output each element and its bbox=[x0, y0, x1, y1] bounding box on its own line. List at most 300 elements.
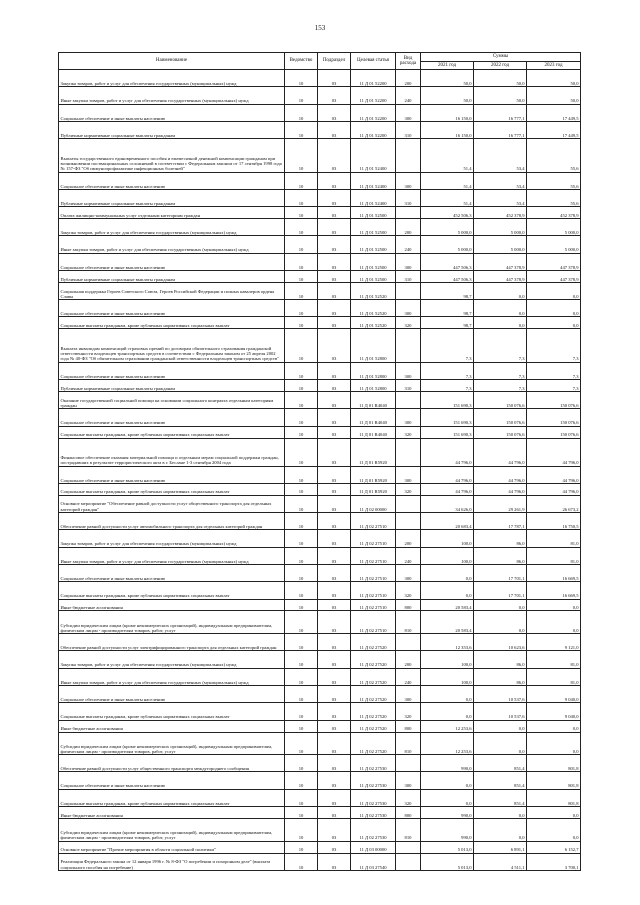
row-target-item: 11 Д 01 52400 bbox=[351, 172, 396, 189]
table-row bbox=[59, 282, 581, 299]
row-expense-type: 320 bbox=[396, 317, 421, 329]
row-target-item: 11 Д 02 27530 bbox=[351, 807, 396, 819]
row-sum-2023: 447 378,9 bbox=[527, 253, 581, 270]
row-sum-2022: 0,0 bbox=[474, 300, 527, 317]
row-sum-2023: 7,3 bbox=[527, 362, 581, 379]
row-sum-2021: 16 150,0 bbox=[421, 104, 474, 121]
header-year-2021: 2021 год bbox=[421, 62, 474, 70]
row-target-item: 11 Д 01 52400 bbox=[351, 139, 396, 172]
row-sum-2021: 0,0 bbox=[421, 789, 474, 806]
row-subsection: 03 bbox=[318, 300, 351, 317]
row-department: 10 bbox=[285, 219, 318, 236]
row-subsection: 03 bbox=[318, 253, 351, 270]
row-subsection: 03 bbox=[318, 720, 351, 732]
row-sum-2021: 50,0 bbox=[421, 70, 474, 87]
row-name: Иные закупки товаров, работ и услуг для обеспечения государственных (муниципальных) нужд bbox=[59, 547, 285, 564]
table-row bbox=[59, 466, 581, 483]
row-target-item: 11 Д 02 27510 bbox=[351, 611, 396, 634]
row-target-item: 11 Д 01 R5920 bbox=[351, 483, 396, 495]
row-name: Субсидии юридическим лицам (кроме некоммерческих организаций), индивидуальным предпринимателям, физическим лицам - производителям товаров, работ, услуг bbox=[59, 732, 285, 755]
row-name: Социальное обеспечение и иные выплаты населению bbox=[59, 300, 285, 317]
row-expense-type: 240 bbox=[396, 236, 421, 253]
row-name: Социальное обеспечение и иные выплаты населению bbox=[59, 362, 285, 379]
row-sum-2023: 44 796,0 bbox=[527, 438, 581, 466]
header-department: Ведомство bbox=[285, 53, 318, 70]
row-sum-2022: 86,0 bbox=[474, 651, 527, 668]
table-row bbox=[59, 270, 581, 282]
row-name: Закупка товаров, работ и услуг для обеспечения государственных (муниципальных) нужд bbox=[59, 219, 285, 236]
row-target-item: 11 Д 01 52520 bbox=[351, 282, 396, 299]
table-row bbox=[59, 87, 581, 104]
table-row bbox=[59, 253, 581, 270]
row-department: 10 bbox=[285, 686, 318, 703]
row-sum-2023: 81,0 bbox=[527, 530, 581, 547]
row-name: Публичные нормативные социальные выплаты гражданам bbox=[59, 270, 285, 282]
table-row bbox=[59, 189, 581, 206]
row-sum-2023: 50,0 bbox=[527, 87, 581, 104]
row-target-item: 11 Д 01 52200 bbox=[351, 104, 396, 121]
row-sum-2022: 0,0 bbox=[474, 317, 527, 329]
row-sum-2023: 7,3 bbox=[527, 380, 581, 392]
row-department: 10 bbox=[285, 409, 318, 426]
row-expense-type: 800 bbox=[396, 720, 421, 732]
row-department: 10 bbox=[285, 807, 318, 819]
table-row bbox=[59, 807, 581, 819]
row-target-item: 11 Д 01 52500 bbox=[351, 207, 396, 219]
row-subsection: 03 bbox=[318, 282, 351, 299]
table-row bbox=[59, 483, 581, 495]
row-subsection: 03 bbox=[318, 495, 351, 512]
row-department: 10 bbox=[285, 380, 318, 392]
row-subsection: 03 bbox=[318, 438, 351, 466]
row-sum-2023: 0,0 bbox=[527, 732, 581, 755]
row-name: Социальное обеспечение и иные выплаты населению bbox=[59, 104, 285, 121]
table-row bbox=[59, 70, 581, 87]
row-department: 10 bbox=[285, 599, 318, 611]
row-sum-2022: 44 796,0 bbox=[474, 438, 527, 466]
row-expense-type: 800 bbox=[396, 807, 421, 819]
row-sum-2021: 51,4 bbox=[421, 172, 474, 189]
row-name: Реализация Федерального закона от 12 января 1996 г. № 8-ФЗ "О погребении и похоронном деле" (выплата социального пособия на погребение) bbox=[59, 853, 285, 870]
row-subsection: 03 bbox=[318, 772, 351, 789]
row-name: Иные бюджетные ассигнования bbox=[59, 807, 285, 819]
row-subsection: 03 bbox=[318, 207, 351, 219]
row-target-item: 11 Д 01 52400 bbox=[351, 189, 396, 206]
row-subsection: 03 bbox=[318, 732, 351, 755]
table-row bbox=[59, 236, 581, 253]
row-sum-2022: 10 537,6 bbox=[474, 686, 527, 703]
row-target-item: 11 Д 01 52500 bbox=[351, 236, 396, 253]
row-expense-type bbox=[396, 438, 421, 466]
row-name: Оказание государственной социальной помощи на основании социального контракта отдельным категориям граждан bbox=[59, 392, 285, 409]
row-target-item: 11 Д 02 00000 bbox=[351, 495, 396, 512]
row-sum-2021: 12 353,6 bbox=[421, 634, 474, 651]
row-sum-2023: 55,6 bbox=[527, 172, 581, 189]
row-sum-2021: 447 506,3 bbox=[421, 270, 474, 282]
row-department: 10 bbox=[285, 139, 318, 172]
table-row bbox=[59, 426, 581, 438]
row-name: Обеспечение равной доступности услуг электрифицированного транспорта для отдельных категорий граждан bbox=[59, 634, 285, 651]
table-row bbox=[59, 300, 581, 317]
row-sum-2021: 20 683,4 bbox=[421, 513, 474, 530]
row-name: Выплаты государственного единовременного пособия и ежемесячной денежной компенсации гражданам при возникновении поствакцинальных осложнений в соответствии с Федеральным законом от 17 сентября 1998 года № 157-ФЗ "Об иммунопрофилактике инфекционных болезней" bbox=[59, 139, 285, 172]
row-target-item: 11 Д 01 52520 bbox=[351, 317, 396, 329]
row-subsection: 03 bbox=[318, 392, 351, 409]
row-sum-2021: 990,0 bbox=[421, 807, 474, 819]
row-expense-type bbox=[396, 634, 421, 651]
row-sum-2023: 150 076,6 bbox=[527, 426, 581, 438]
row-name: Социальное обеспечение и иные выплаты населению bbox=[59, 686, 285, 703]
row-expense-type bbox=[396, 329, 421, 362]
row-department: 10 bbox=[285, 819, 318, 842]
row-sum-2021: 0,0 bbox=[421, 564, 474, 581]
row-department: 10 bbox=[285, 668, 318, 685]
row-sum-2023: 7,3 bbox=[527, 329, 581, 362]
row-subsection: 03 bbox=[318, 189, 351, 206]
row-sum-2022: 4 511,1 bbox=[474, 853, 527, 870]
row-expense-type bbox=[396, 207, 421, 219]
table-row bbox=[59, 219, 581, 236]
row-subsection: 03 bbox=[318, 270, 351, 282]
row-expense-type: 810 bbox=[396, 819, 421, 842]
row-name: Социальные выплаты гражданам, кроме публичных нормативных социальных выплат bbox=[59, 483, 285, 495]
row-sum-2021: 20 583,4 bbox=[421, 611, 474, 634]
row-sum-2021: 12 253,6 bbox=[421, 720, 474, 732]
row-sum-2022: 17 701,1 bbox=[474, 582, 527, 599]
row-expense-type bbox=[396, 139, 421, 172]
row-department: 10 bbox=[285, 513, 318, 530]
row-sum-2022: 0,0 bbox=[474, 720, 527, 732]
row-sum-2023: 5 000,0 bbox=[527, 236, 581, 253]
row-target-item: 11 Д 01 R5920 bbox=[351, 438, 396, 466]
row-department: 10 bbox=[285, 611, 318, 634]
row-target-item: 11 Д 01 52520 bbox=[351, 300, 396, 317]
table-row bbox=[59, 392, 581, 409]
row-sum-2023: 81,0 bbox=[527, 651, 581, 668]
row-target-item: 11 Д 02 27520 bbox=[351, 686, 396, 703]
row-department: 10 bbox=[285, 564, 318, 581]
row-sum-2022: 17 787,1 bbox=[474, 513, 527, 530]
row-sum-2022: 17 701,1 bbox=[474, 564, 527, 581]
header-subsection: Подраздел bbox=[318, 53, 351, 70]
row-sum-2023: 5 000,0 bbox=[527, 219, 581, 236]
row-subsection: 03 bbox=[318, 426, 351, 438]
row-sum-2021: 100,0 bbox=[421, 530, 474, 547]
row-expense-type bbox=[396, 392, 421, 409]
row-subsection: 03 bbox=[318, 686, 351, 703]
table-row bbox=[59, 651, 581, 668]
table-row bbox=[59, 329, 581, 362]
row-department: 10 bbox=[285, 329, 318, 362]
row-sum-2021: 51,4 bbox=[421, 139, 474, 172]
row-department: 10 bbox=[285, 253, 318, 270]
row-target-item: 11 Д 02 27510 bbox=[351, 599, 396, 611]
row-name: Публичные нормативные социальные выплаты гражданам bbox=[59, 380, 285, 392]
row-expense-type: 300 bbox=[396, 409, 421, 426]
row-name: Социальные выплаты гражданам, кроме публичных нормативных социальных выплат bbox=[59, 317, 285, 329]
row-name: Социальное обеспечение и иные выплаты населению bbox=[59, 172, 285, 189]
row-sum-2023: 9 040,0 bbox=[527, 686, 581, 703]
row-sum-2022: 86,0 bbox=[474, 547, 527, 564]
row-name: Социальные выплаты гражданам, кроме публичных нормативных социальных выплат bbox=[59, 426, 285, 438]
row-sum-2022: 16 777,1 bbox=[474, 104, 527, 121]
row-subsection: 03 bbox=[318, 70, 351, 87]
row-name: Социальное обеспечение и иные выплаты населению bbox=[59, 409, 285, 426]
row-sum-2021: 0,0 bbox=[421, 582, 474, 599]
row-sum-2022: 44 796,0 bbox=[474, 466, 527, 483]
row-sum-2023: 447 378,9 bbox=[527, 270, 581, 282]
row-expense-type: 300 bbox=[396, 564, 421, 581]
row-sum-2021: 5 013,0 bbox=[421, 841, 474, 853]
row-subsection: 03 bbox=[318, 789, 351, 806]
row-sum-2022: 150 076,6 bbox=[474, 392, 527, 409]
row-sum-2023: 16 669,5 bbox=[527, 582, 581, 599]
row-subsection: 03 bbox=[318, 651, 351, 668]
row-target-item: 11 Д 02 27520 bbox=[351, 651, 396, 668]
row-department: 10 bbox=[285, 755, 318, 772]
row-subsection: 03 bbox=[318, 172, 351, 189]
row-sum-2021: 16 150,0 bbox=[421, 121, 474, 138]
row-name: Субсидии юридическим лицам (кроме некоммерческих организаций), индивидуальным предпринимателям, физическим лицам - производителям товаров, работ, услуг bbox=[59, 819, 285, 842]
row-department: 10 bbox=[285, 87, 318, 104]
row-target-item: 11 Д 01 52800 bbox=[351, 380, 396, 392]
row-target-item: 11 Д 01 R4040 bbox=[351, 409, 396, 426]
row-sum-2023: 150 076,6 bbox=[527, 392, 581, 409]
row-department: 10 bbox=[285, 426, 318, 438]
row-name: Социальная поддержка Героев Советского Союза, Героев Российской Федерации и полных кавалеров ордена Славы bbox=[59, 282, 285, 299]
table-row bbox=[59, 172, 581, 189]
row-name: Социальные выплаты гражданам, кроме публичных нормативных социальных выплат bbox=[59, 582, 285, 599]
row-name: Публичные нормативные социальные выплаты гражданам bbox=[59, 121, 285, 138]
row-expense-type: 300 bbox=[396, 362, 421, 379]
row-subsection: 03 bbox=[318, 807, 351, 819]
row-department: 10 bbox=[285, 582, 318, 599]
row-expense-type: 200 bbox=[396, 219, 421, 236]
table-row bbox=[59, 819, 581, 842]
row-department: 10 bbox=[285, 789, 318, 806]
row-department: 10 bbox=[285, 104, 318, 121]
row-sum-2021: 151 690,3 bbox=[421, 392, 474, 409]
row-sum-2021: 50,0 bbox=[421, 87, 474, 104]
row-sum-2021: 98,7 bbox=[421, 300, 474, 317]
row-sum-2021: 100,0 bbox=[421, 668, 474, 685]
row-sum-2021: 151 690,3 bbox=[421, 426, 474, 438]
row-target-item: 11 Д 01 52200 bbox=[351, 87, 396, 104]
table-row bbox=[59, 686, 581, 703]
row-target-item: 11 Д 02 27520 bbox=[351, 634, 396, 651]
row-target-item: 11 Д 02 27510 bbox=[351, 530, 396, 547]
row-name: Выплата инвалидам компенсаций страховых премий по договорам обязательного страхования гражданской ответственности владельцев транспортных средств в соответствии с Федеральным законом от 25 апреля 2002 года № 40-ФЗ "Об обязательном страховании гражданской ответственности владельцев транспортных средств" bbox=[59, 329, 285, 362]
row-sum-2021: 100,0 bbox=[421, 651, 474, 668]
row-subsection: 03 bbox=[318, 483, 351, 495]
row-subsection: 03 bbox=[318, 466, 351, 483]
row-name: Социальное обеспечение и иные выплаты населению bbox=[59, 466, 285, 483]
row-department: 10 bbox=[285, 547, 318, 564]
row-target-item: 11 Д 02 27520 bbox=[351, 732, 396, 755]
row-target-item: 11 Д 01 R4040 bbox=[351, 392, 396, 409]
row-sum-2022: 851,4 bbox=[474, 772, 527, 789]
row-name: Социальное обеспечение и иные выплаты населению bbox=[59, 253, 285, 270]
row-expense-type bbox=[396, 755, 421, 772]
row-sum-2022: 447 378,9 bbox=[474, 253, 527, 270]
row-subsection: 03 bbox=[318, 547, 351, 564]
table-row bbox=[59, 362, 581, 379]
row-subsection: 03 bbox=[318, 219, 351, 236]
row-sum-2022: 851,4 bbox=[474, 755, 527, 772]
row-department: 10 bbox=[285, 634, 318, 651]
row-sum-2023: 17 449,5 bbox=[527, 121, 581, 138]
row-sum-2022: 0,0 bbox=[474, 732, 527, 755]
row-subsection: 03 bbox=[318, 703, 351, 720]
row-sum-2022: 86,0 bbox=[474, 668, 527, 685]
row-sum-2021: 100,0 bbox=[421, 547, 474, 564]
row-department: 10 bbox=[285, 853, 318, 870]
row-name: Иные закупки товаров, работ и услуг для обеспечения государственных (муниципальных) нужд bbox=[59, 87, 285, 104]
row-department: 10 bbox=[285, 530, 318, 547]
row-sum-2021: 5 013,0 bbox=[421, 853, 474, 870]
row-department: 10 bbox=[285, 189, 318, 206]
row-name: Социальное обеспечение и иные выплаты населению bbox=[59, 564, 285, 581]
row-expense-type: 310 bbox=[396, 270, 421, 282]
row-sum-2022: 7,3 bbox=[474, 329, 527, 362]
row-target-item: 11 Д 02 27520 bbox=[351, 668, 396, 685]
row-expense-type: 310 bbox=[396, 121, 421, 138]
row-department: 10 bbox=[285, 772, 318, 789]
row-department: 10 bbox=[285, 703, 318, 720]
row-target-item: 11 Д 02 27510 bbox=[351, 547, 396, 564]
row-subsection: 03 bbox=[318, 530, 351, 547]
table-row bbox=[59, 207, 581, 219]
row-name: Обеспечение равной доступности услуг общественного транспорта междугороднего сообщения bbox=[59, 755, 285, 772]
row-sum-2021: 98,7 bbox=[421, 317, 474, 329]
table-row bbox=[59, 772, 581, 789]
table-row bbox=[59, 611, 581, 634]
row-department: 10 bbox=[285, 70, 318, 87]
row-expense-type: 300 bbox=[396, 172, 421, 189]
row-subsection: 03 bbox=[318, 853, 351, 870]
row-sum-2023: 55,6 bbox=[527, 139, 581, 172]
row-expense-type: 200 bbox=[396, 530, 421, 547]
table-row bbox=[59, 841, 581, 853]
row-target-item: 11 Д 02 27530 bbox=[351, 789, 396, 806]
table-row bbox=[59, 599, 581, 611]
row-department: 10 bbox=[285, 483, 318, 495]
row-sum-2023: 801,8 bbox=[527, 772, 581, 789]
row-subsection: 03 bbox=[318, 409, 351, 426]
row-subsection: 03 bbox=[318, 819, 351, 842]
row-expense-type bbox=[396, 495, 421, 512]
row-sum-2022: 0,0 bbox=[474, 819, 527, 842]
table-row bbox=[59, 634, 581, 651]
row-name: Иные закупки товаров, работ и услуг для обеспечения государственных (муниципальных) нужд bbox=[59, 236, 285, 253]
row-expense-type: 320 bbox=[396, 703, 421, 720]
row-name: Иные бюджетные ассигнования bbox=[59, 599, 285, 611]
row-sum-2021: 5 000,0 bbox=[421, 219, 474, 236]
row-name: Иные закупки товаров, работ и услуг для обеспечения государственных (муниципальных) нужд bbox=[59, 668, 285, 685]
row-subsection: 03 bbox=[318, 87, 351, 104]
row-name: Социальные выплаты гражданам, кроме публичных нормативных социальных выплат bbox=[59, 703, 285, 720]
row-name: Основное мероприятие "Обеспечение равной доступности услуг общественного транспорта для отдельных категорий граждан" bbox=[59, 495, 285, 512]
row-sum-2023: 0,0 bbox=[527, 720, 581, 732]
row-department: 10 bbox=[285, 282, 318, 299]
row-sum-2022: 5 000,0 bbox=[474, 219, 527, 236]
table-row bbox=[59, 121, 581, 138]
table-header bbox=[59, 53, 581, 70]
row-subsection: 03 bbox=[318, 329, 351, 362]
row-sum-2023: 9 121,0 bbox=[527, 634, 581, 651]
row-sum-2023: 16 750,5 bbox=[527, 513, 581, 530]
table-row bbox=[59, 564, 581, 581]
row-sum-2023: 452 378,9 bbox=[527, 207, 581, 219]
row-sum-2022: 6 891,1 bbox=[474, 841, 527, 853]
table-row bbox=[59, 380, 581, 392]
row-sum-2023: 16 669,5 bbox=[527, 564, 581, 581]
row-subsection: 03 bbox=[318, 564, 351, 581]
row-sum-2022: 53,4 bbox=[474, 172, 527, 189]
row-subsection: 03 bbox=[318, 513, 351, 530]
page-number: 153 bbox=[314, 24, 326, 32]
row-sum-2022: 50,0 bbox=[474, 87, 527, 104]
row-sum-2021: 7,3 bbox=[421, 329, 474, 362]
row-sum-2022: 447 378,9 bbox=[474, 270, 527, 282]
row-expense-type: 240 bbox=[396, 547, 421, 564]
table-row bbox=[59, 104, 581, 121]
row-expense-type: 240 bbox=[396, 87, 421, 104]
row-expense-type: 300 bbox=[396, 300, 421, 317]
row-expense-type: 300 bbox=[396, 104, 421, 121]
row-sum-2021: 34 626,0 bbox=[421, 495, 474, 512]
row-department: 10 bbox=[285, 720, 318, 732]
row-subsection: 03 bbox=[318, 634, 351, 651]
row-sum-2022: 44 796,0 bbox=[474, 483, 527, 495]
row-department: 10 bbox=[285, 236, 318, 253]
row-sum-2021: 7,3 bbox=[421, 380, 474, 392]
row-expense-type: 810 bbox=[396, 611, 421, 634]
row-sum-2021: 990,0 bbox=[421, 819, 474, 842]
row-sum-2022: 0,0 bbox=[474, 282, 527, 299]
row-expense-type: 320 bbox=[396, 789, 421, 806]
row-sum-2022: 10 537,6 bbox=[474, 703, 527, 720]
row-expense-type: 200 bbox=[396, 70, 421, 87]
row-target-item: 11 Д 01 52500 bbox=[351, 253, 396, 270]
row-sum-2022: 0,0 bbox=[474, 807, 527, 819]
row-department: 10 bbox=[285, 841, 318, 853]
row-expense-type bbox=[396, 841, 421, 853]
row-department: 10 bbox=[285, 121, 318, 138]
row-expense-type: 310 bbox=[396, 189, 421, 206]
row-name: Оплата жилищно-коммунальных услуг отдельным категориям граждан bbox=[59, 207, 285, 219]
row-subsection: 03 bbox=[318, 104, 351, 121]
row-sum-2023: 0,0 bbox=[527, 300, 581, 317]
row-expense-type: 320 bbox=[396, 582, 421, 599]
row-target-item: 11 Д 02 27510 bbox=[351, 513, 396, 530]
row-name: Социальное обеспечение и иные выплаты населению bbox=[59, 772, 285, 789]
row-sum-2022: 7,3 bbox=[474, 380, 527, 392]
row-target-item: 11 Д 02 27530 bbox=[351, 772, 396, 789]
table-row bbox=[59, 438, 581, 466]
row-sum-2023: 3 700,1 bbox=[527, 853, 581, 870]
row-sum-2021: 151 690,3 bbox=[421, 409, 474, 426]
row-name: Субсидии юридическим лицам (кроме некоммерческих организаций), индивидуальным предпринимателям, физическим лицам - производителям товаров, работ, услуг bbox=[59, 611, 285, 634]
row-department: 10 bbox=[285, 317, 318, 329]
row-sum-2022: 0,0 bbox=[474, 599, 527, 611]
row-target-item: 11 Д 01 R5920 bbox=[351, 466, 396, 483]
table-row bbox=[59, 755, 581, 772]
table-row bbox=[59, 703, 581, 720]
row-target-item: 11 Д 03 27540 bbox=[351, 853, 396, 870]
row-department: 10 bbox=[285, 392, 318, 409]
table-row bbox=[59, 495, 581, 512]
